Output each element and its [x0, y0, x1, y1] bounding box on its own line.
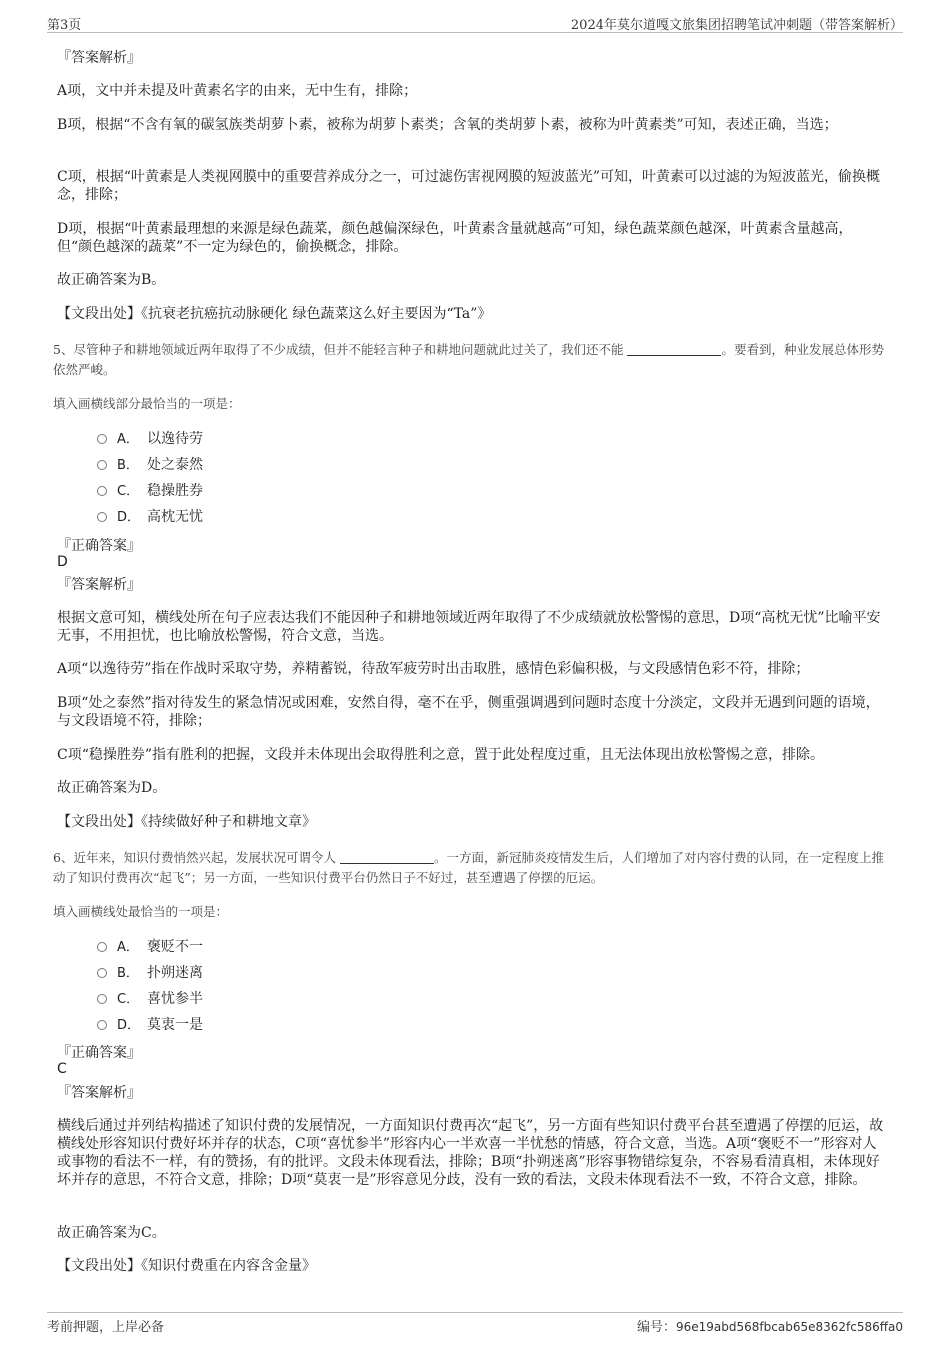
page-number: 第3页: [47, 18, 82, 33]
q6-prompt: 填入画横线处最恰当的一项是：: [53, 904, 229, 919]
option-text: 稳操胜券: [147, 483, 203, 499]
q5-analysis-p2: A项“以逸待劳”指在作战时采取守势，养精蓄锐，待敌军疲劳时出击取胜，感情色彩偏积极，与文段感情色彩不符，排除；: [57, 661, 810, 677]
q6-analysis-label: 『答案解析』: [57, 1085, 141, 1101]
document-id-code: 96e19abd568fbcab65e8362fc586ffa0: [676, 1320, 903, 1334]
q4-analysis-label: 『答案解析』: [57, 50, 141, 66]
option-letter: B．: [117, 458, 139, 473]
q5-prompt: 填入画横线部分最恰当的一项是：: [53, 396, 241, 411]
q6-analysis-p1: 横线后通过并列结构描述了知识付费的发展情况，一方面知识付费再次“起飞”，另一方面有些知识付费平台甚至遭遇了停摆的厄运，故横线处形容知识付费好坏并存的状态，C项“喜忧参半”形容内心一半欢喜一半忧愁的情感，符合文意，当选。A项“褒贬不一”形容对人或事物的看法不一样，有的赞扬，有的批评。文段未体现看法，排除；B项“扑朔迷离”形容事物错综复杂，不容易看清真相，未体现好坏并存的意思，不符合文意，排除；D项“莫衷一是”形容意见分歧，没有一致的看法，文段未体现看法不一致，不符合文意，排除。: [57, 1118, 884, 1188]
option-text: 喜忧参半: [147, 991, 203, 1007]
q5-stem-before: 5、尽管种子和耕地领域近两年取得了不少成绩，但并不能轻言种子和耕地问题就此过关了，我们还不能: [53, 342, 624, 357]
q4-analysis-b: B项，根据“不含有氧的碳氢族类胡萝卜素，被称为胡萝卜素类；含氧的类胡萝卜素，被称为叶黄素类”可知，表述正确，当选；: [57, 117, 838, 133]
option-text: 莫衷一是: [147, 1017, 203, 1033]
radio-icon[interactable]: [97, 486, 107, 496]
option-text: 以逸待劳: [147, 431, 203, 447]
option-letter: D．: [117, 1018, 141, 1033]
option-text: 高枕无忧: [147, 509, 203, 525]
q6-correct-label: 『正确答案』: [57, 1045, 141, 1061]
page-header: [47, 12, 903, 33]
radio-icon[interactable]: [97, 434, 107, 444]
page-footer: [47, 1312, 903, 1335]
radio-icon[interactable]: [97, 942, 107, 952]
option-letter: C．: [117, 992, 140, 1007]
footer-slogan: 考前押题，上岸必备: [47, 1320, 165, 1335]
q5-analysis-p3: B项“处之泰然”指对待发生的紧急情况或困难，安然自得，毫不在乎，侧重强调遇到问题时态度十分淡定，文段并无遇到问题的语境，与文段语境不符，排除；: [57, 695, 880, 729]
option-letter: D．: [117, 510, 141, 525]
option-letter: B．: [117, 966, 139, 981]
q6-option-a[interactable]: [97, 938, 203, 958]
q5-source: 【文段出处】《持续做好种子和耕地文章》: [57, 814, 316, 830]
q6-stem-before: 6、近年来，知识付费悄然兴起，发展状况可谓令人: [53, 850, 336, 865]
document-title: 2024年莫尔道嘎文旅集团招聘笔试冲刺题（带答案解析）: [570, 18, 903, 33]
option-text: 处之泰然: [147, 457, 203, 473]
document-id-label: 编号：: [636, 1320, 676, 1335]
radio-icon[interactable]: [97, 1020, 107, 1030]
option-letter: A．: [117, 432, 139, 447]
option-letter: C．: [117, 484, 140, 499]
q5-analysis-p4: C项“稳操胜券”指有胜利的把握，文段并未体现出会取得胜利之意，置于此处程度过重，且无法体现出放松警惕之意，排除。: [57, 747, 825, 763]
q4-analysis-d: D项，根据“叶黄素最理想的来源是绿色蔬菜，颜色越偏深绿色，叶黄素含量就越高”可知，绿色蔬菜颜色越深，叶黄素含量越高，但“颜色越深的蔬菜”不一定为绿色的，偷换概念，排除。: [57, 221, 853, 255]
q6-option-c[interactable]: [97, 990, 203, 1010]
q4-analysis-c: C项，根据“叶黄素是人类视网膜中的重要营养成分之一，可过滤伤害视网膜的短波蓝光”可知，叶黄素可以过滤的为短波蓝光，偷换概念，排除；: [57, 169, 881, 203]
option-text: 褒贬不一: [147, 939, 203, 955]
q6-correct-answer: C: [57, 1061, 67, 1077]
q5-option-b[interactable]: [97, 456, 203, 476]
q5-correct-answer: D: [57, 554, 68, 570]
q5-option-d[interactable]: [97, 508, 203, 528]
q6-source: 【文段出处】《知识付费重在内容含金量》: [57, 1258, 316, 1274]
q6-option-d[interactable]: [97, 1016, 203, 1036]
radio-icon[interactable]: [97, 994, 107, 1004]
radio-icon[interactable]: [97, 968, 107, 978]
q5-stem: [53, 340, 889, 380]
q5-option-a[interactable]: [97, 430, 203, 450]
q5-correct-label: 『正确答案』: [57, 538, 141, 554]
q4-analysis-a: A项，文中并未提及叶黄素名字的由来，无中生有，排除；: [57, 83, 418, 99]
q6-stem-after: 。一方面，新冠肺炎疫情发生后，人们增加了对内容付费的认同，在一定程度上推动了知识付费再次“起飞”；另一方面，一些知识付费平台仍然日子不好过，甚至遭遇了停摆的厄运。: [53, 850, 884, 885]
q6-option-b[interactable]: [97, 964, 203, 984]
q4-source: 【文段出处】《抗衰老抗癌抗动脉硬化 绿色蔬菜这么好主要因为“Ta”》: [57, 306, 492, 322]
q5-stem-after: 。要看到，种业发展总体形势依然严峻。: [53, 342, 884, 377]
q6-blank: [340, 850, 434, 864]
q5-analysis-p1: 根据文意可知，横线处所在句子应表达我们不能因种子和耕地领域近两年取得了不少成绩就放松警惕的意思，D项“高枕无忧”比喻平安无事，不用担忧，也比喻放松警惕，符合文意，当选。: [57, 610, 881, 644]
q5-option-c[interactable]: [97, 482, 203, 502]
document-id: [637, 1316, 903, 1335]
radio-icon[interactable]: [97, 512, 107, 522]
q6-conclusion: 故正确答案为C。: [57, 1225, 166, 1241]
q6-stem: [53, 848, 889, 888]
option-text: 扑朔迷离: [147, 965, 203, 981]
q5-analysis-label: 『答案解析』: [57, 577, 141, 593]
option-letter: A．: [117, 940, 139, 955]
q5-conclusion: 故正确答案为D。: [57, 780, 167, 796]
q5-blank: [627, 342, 721, 356]
q4-conclusion: 故正确答案为B。: [57, 272, 166, 288]
radio-icon[interactable]: [97, 460, 107, 470]
